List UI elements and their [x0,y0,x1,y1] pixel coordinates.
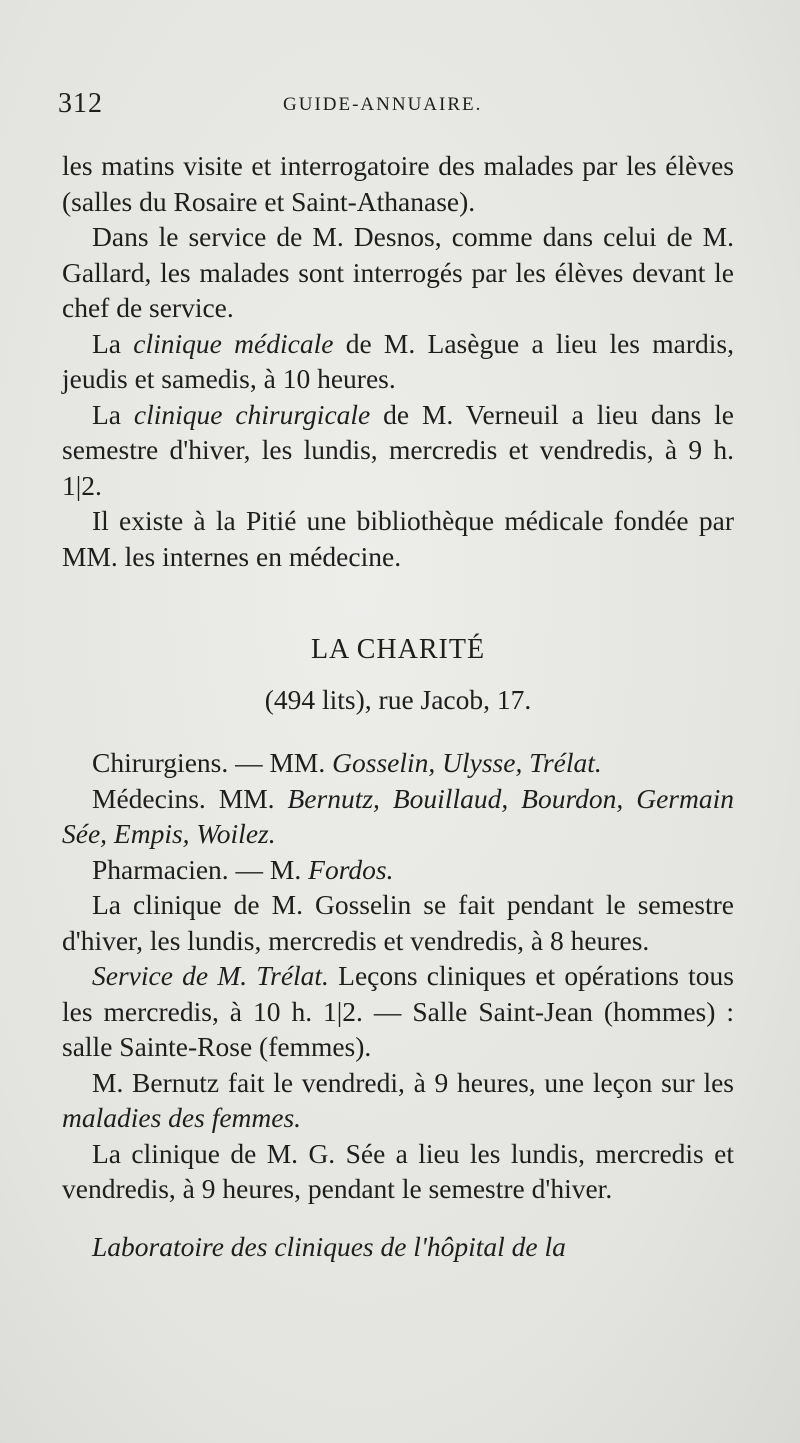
paragraph-text: les matins visite et interrogatoire des malades par les élèves (salles du Rosaire et Saint-Athanase). [62,150,734,217]
paragraph-text: La clinique de M. Gosselin se fait pendant le semestre d'hiver, les lundis, mercredis et vendredis, à 8 heures. [62,889,734,956]
paragraph-text: La clinique de M. G. Sée a lieu les lundis, mercredis et vendredis, à 9 heures, pendant le semestre d'hiver. [62,1137,734,1204]
paragraph-service-trelat [62,958,734,1065]
paragraph-lead: La [92,327,134,359]
paragraph-emphasis: clinique chirurgicale [133,398,371,430]
paragraph-clinique-medicale [62,326,734,397]
paragraph-continuation [62,148,734,219]
paragraph-desnos-gallard [62,219,734,326]
paragraph-lead: M. Bernutz fait le vendredi, à 9 heures, une leçon sur les [92,1066,734,1098]
paragraph-bibliotheque [62,503,734,574]
running-head: GUIDE-ANNUAIRE. [283,94,483,115]
section-subtitle: (494 lits), rue Jacob, 17. [264,683,532,715]
paragraph-emphasis: Fordos. [308,853,394,885]
paragraph-lead: La [92,398,134,430]
paragraph-emphasis: Gosselin, Ulysse, Trélat. [332,747,602,778]
paragraph-clinique-see [62,1136,734,1207]
paragraph-rest: de M. Verneuil a lieu dans le semestre d'hiver, les lundis, mercredis et vendredis, à 9 h. 1|2. [62,398,734,501]
paragraph-laboratoire [62,1229,734,1265]
paragraph-clinique-gosselin [62,887,734,958]
body-text [62,148,734,1264]
paragraph-text: Dans le service de M. Desnos, comme dans celui de M. Gallard, les malades sont interrogés par les élèves devant le chef de service. [62,221,734,323]
paragraph-lead: Chirurgiens. — MM. [92,747,333,778]
paragraph-text: Il existe à la Pitié une bibliothèque médicale fondée par MM. les internes en médecine. [62,505,734,572]
page-number: 312 [58,88,103,119]
paragraph-emphasis: Laboratoire des cliniques de l'hôpital de la [92,1230,566,1262]
paragraph-emphasis: Bernutz, Bouillaud, Bourdon, Germain Sée, Empis, Woilez. [62,782,734,849]
paragraph-rest: Leçons cliniques et opérations tous les mercredis, à 10 h. 1|2. — Salle Saint-Jean (hommes) : salle Sainte-Rose (femmes). [62,960,735,1062]
paragraph-pharmacien [62,852,734,888]
paragraph-medecins [62,781,734,852]
paragraph-clinique-chirurgicale [62,397,734,504]
section-title: LA CHARITÉ [310,634,486,665]
paragraph-lead: Médecins. MM. [92,782,288,814]
paragraph-emphasis: Service de M. Trélat. [92,960,329,991]
page-header [58,88,740,128]
paragraph-bernutz [62,1065,734,1136]
paragraph-rest: de M. Lasègue a lieu les mardis, jeudis et samedis, à 10 heures. [62,327,734,394]
paragraph-emphasis: maladies des femmes. [62,1102,302,1133]
paragraph-lead: Pharmacien. — M. [92,853,309,885]
paragraph-chirurgiens [62,745,734,781]
paragraph-emphasis: clinique médicale [133,327,334,359]
